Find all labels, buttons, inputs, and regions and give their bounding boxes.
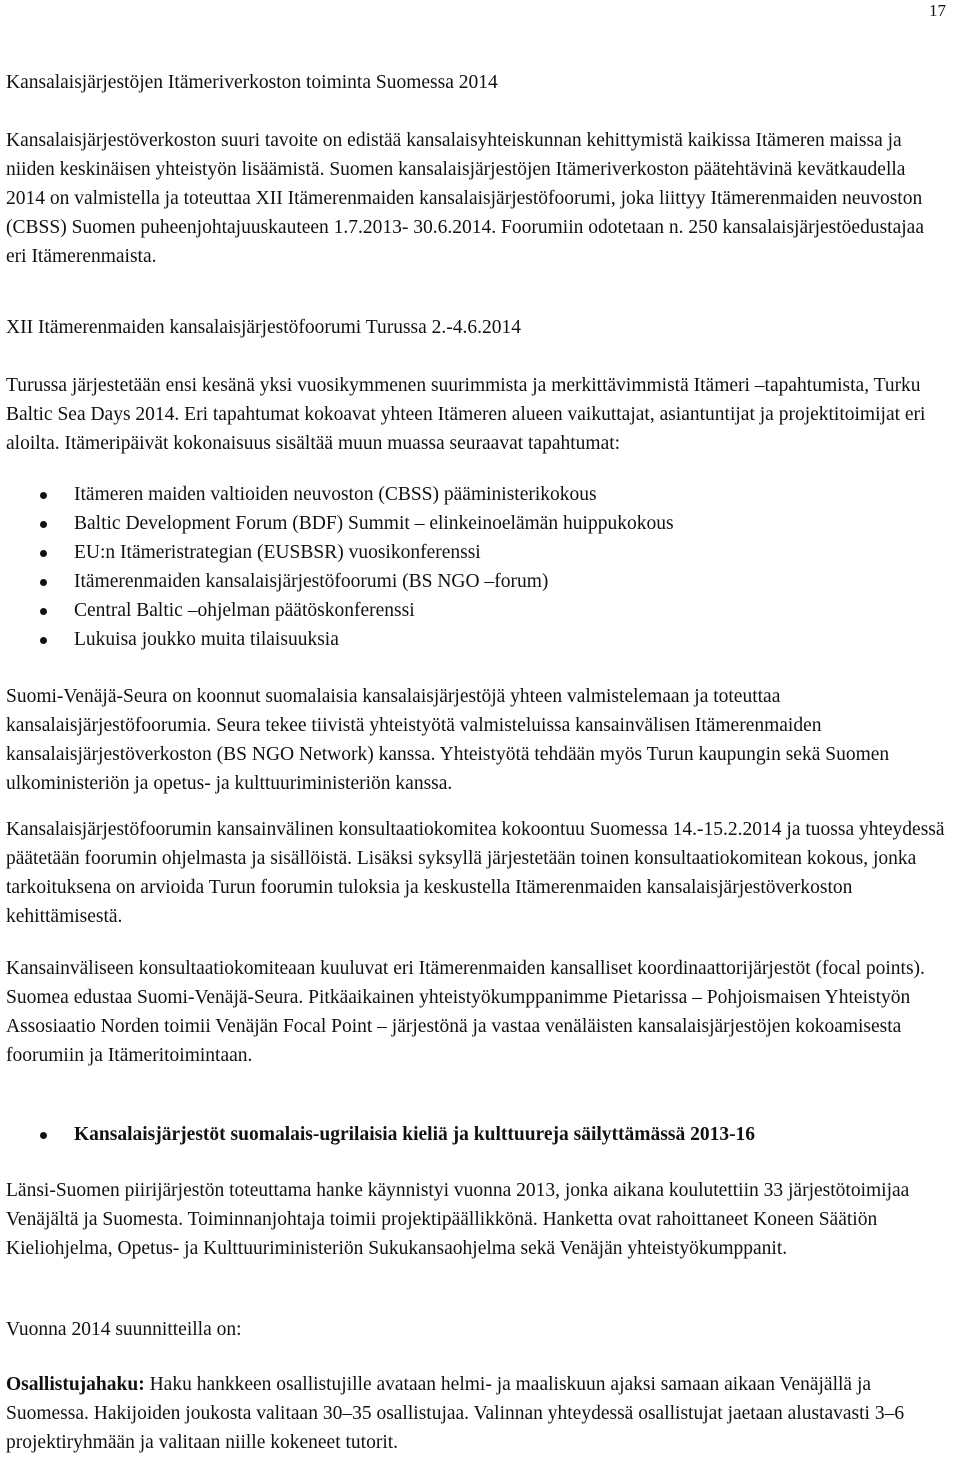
list-item: Baltic Development Forum (BDF) Summit – elinkeinoelämän huippukokous bbox=[6, 510, 946, 539]
events-list bbox=[6, 481, 946, 654]
list-item: Itämeren maiden valtioiden neuvoston (CBSS) pääministerikokous bbox=[6, 481, 946, 510]
turku-paragraph: Turussa järjestetään ensi kesänä yksi vuosikymmenen suurimmista ja merkittävimmistä Itämeri –tapahtumista, Turku Baltic Sea Days 2014. Eri tapahtumat kokoavat yhteen Itämeren alueen vaikuttajat, asiantuntijat ja projektitoimijat eri aloilta. Itämeripäivät kokonaisuus sisältää muun muassa seuraavat tapahtumat: bbox=[6, 375, 926, 454]
recruitment-text: Haku hankkeen osallistujille avataan helmi- ja maaliskuun ajaksi samaan aikaan Venäjällä ja Suomessa. Hakijoiden joukosta valitaan 30–35 osallistujaa. Valinnan yhteydessä osallistujat jaetaan alustavasti 3–6 projektiryhmään ja valitaan niille kokeneet tutorit. bbox=[6, 1374, 905, 1453]
recruitment-paragraph bbox=[6, 1371, 946, 1458]
committee-paragraph: Kansalaisjärjestöfoorumin kansainvälinen konsultaatiokomitea kokoontuu Suomessa 14.-15.2.2014 ja tuossa yhteydessä päätetään foorumin ohjelmasta ja sisällöistä. Lisäksi syksyllä järjestetään toinen konsultaatiokomitean kokous, jonka tarkoituksena on arvioida Turun foorumin tuloksia ja keskustella Itämerenmaiden kansalaisjärjestöverkoston kehittämisestä. bbox=[6, 819, 945, 927]
plans-paragraph: Vuonna 2014 suunnitteilla on: bbox=[6, 1319, 242, 1340]
list-item: EU:n Itämeristrategian (EUSBSR) vuosikonferenssi bbox=[6, 539, 946, 568]
focal-points-paragraph: Kansainväliseen konsultaatiokomiteaan kuuluvat eri Itämerenmaiden kansalliset koordinaattorijärjestöt (focal points). Suomea edustaa Suomi-Venäjä-Seura. Pitkäaikainen yhteistyökumppanimme Pietarissa – Pohjoismaisen Yhteistyön Assosiaatio Norden toimii Venäjän Focal Point – järjestönä ja vastaa venäläisten kansalaisjärjestöjen kokoamisesta foorumiin ja Itämeritoimintaan. bbox=[6, 958, 925, 1066]
project-title: Kansalaisjärjestöt suomalais-ugrilaisia kieliä ja kulttuureja säilyttämässä 2013-16 bbox=[6, 1121, 946, 1150]
list-item: Lukuisa joukko muita tilaisuuksia bbox=[6, 626, 946, 655]
project-paragraph: Länsi-Suomen piirijärjestön toteuttama hanke käynnistyi vuonna 2013, jonka aikana koulutettiin 33 järjestötoimijaa Venäjältä ja Suomesta. Toiminnanjohtaja toimii projektipäällikkönä. Hanketta ovat rahoittaneet Koneen Säätiön Kieliohjelma, Opetus- ja Kulttuuriministeriön Sukukansaohjelma sekä Venäjän yhteistyökumppanit. bbox=[6, 1180, 910, 1259]
recruitment-label: Osallistujahaku: bbox=[6, 1374, 145, 1395]
list-item: Central Baltic –ohjelman päätöskonferenssi bbox=[6, 597, 946, 626]
section-heading: Kansalaisjärjestöjen Itämeriverkoston toiminta Suomessa 2014 bbox=[6, 72, 498, 93]
forum-heading: XII Itämerenmaiden kansalaisjärjestöfoorumi Turussa 2.-4.6.2014 bbox=[6, 317, 522, 338]
intro-paragraph: Kansalaisjärjestöverkoston suuri tavoite on edistää kansalaisyhteiskunnan kehittymistä kaikissa Itämeren maissa ja niiden keskinäisen yhteistyön lisäämistä. Suomen kansalaisjärjestöjen Itämeriverkoston päätehtävinä kevätkaudella 2014 on valmistella ja toteuttaa XII Itämerenmaiden kansalaisjärjestöfoorumi, joka liittyy Itämerenmaiden neuvoston (CBSS) Suomen puheenjohtajuuskauteen 1.7.2013- 30.6.2014. Foorumiin odotetaan n. 250 kansalaisjärjestöedustajaa eri Itämerenmaista. bbox=[6, 130, 924, 267]
project-bullet-list bbox=[6, 1121, 946, 1150]
list-item: Itämerenmaiden kansalaisjärjestöfoorumi (BS NGO –forum) bbox=[6, 568, 946, 597]
page-number: 17 bbox=[929, 1, 946, 20]
society-paragraph: Suomi-Venäjä-Seura on koonnut suomalaisia kansalaisjärjestöjä yhteen valmistelemaan ja toteuttaa kansalaisjärjestöfoorumia. Seura tekee tiivistä yhteistyötä valmisteluissa kansainvälisen Itämerenmaiden kansalaisjärjestöverkoston (BS NGO Network) kanssa. Yhteistyötä tehdään myös Turun kaupungin sekä Suomen ulkoministeriön ja opetus- ja kulttuuriministeriön kanssa. bbox=[6, 686, 890, 794]
